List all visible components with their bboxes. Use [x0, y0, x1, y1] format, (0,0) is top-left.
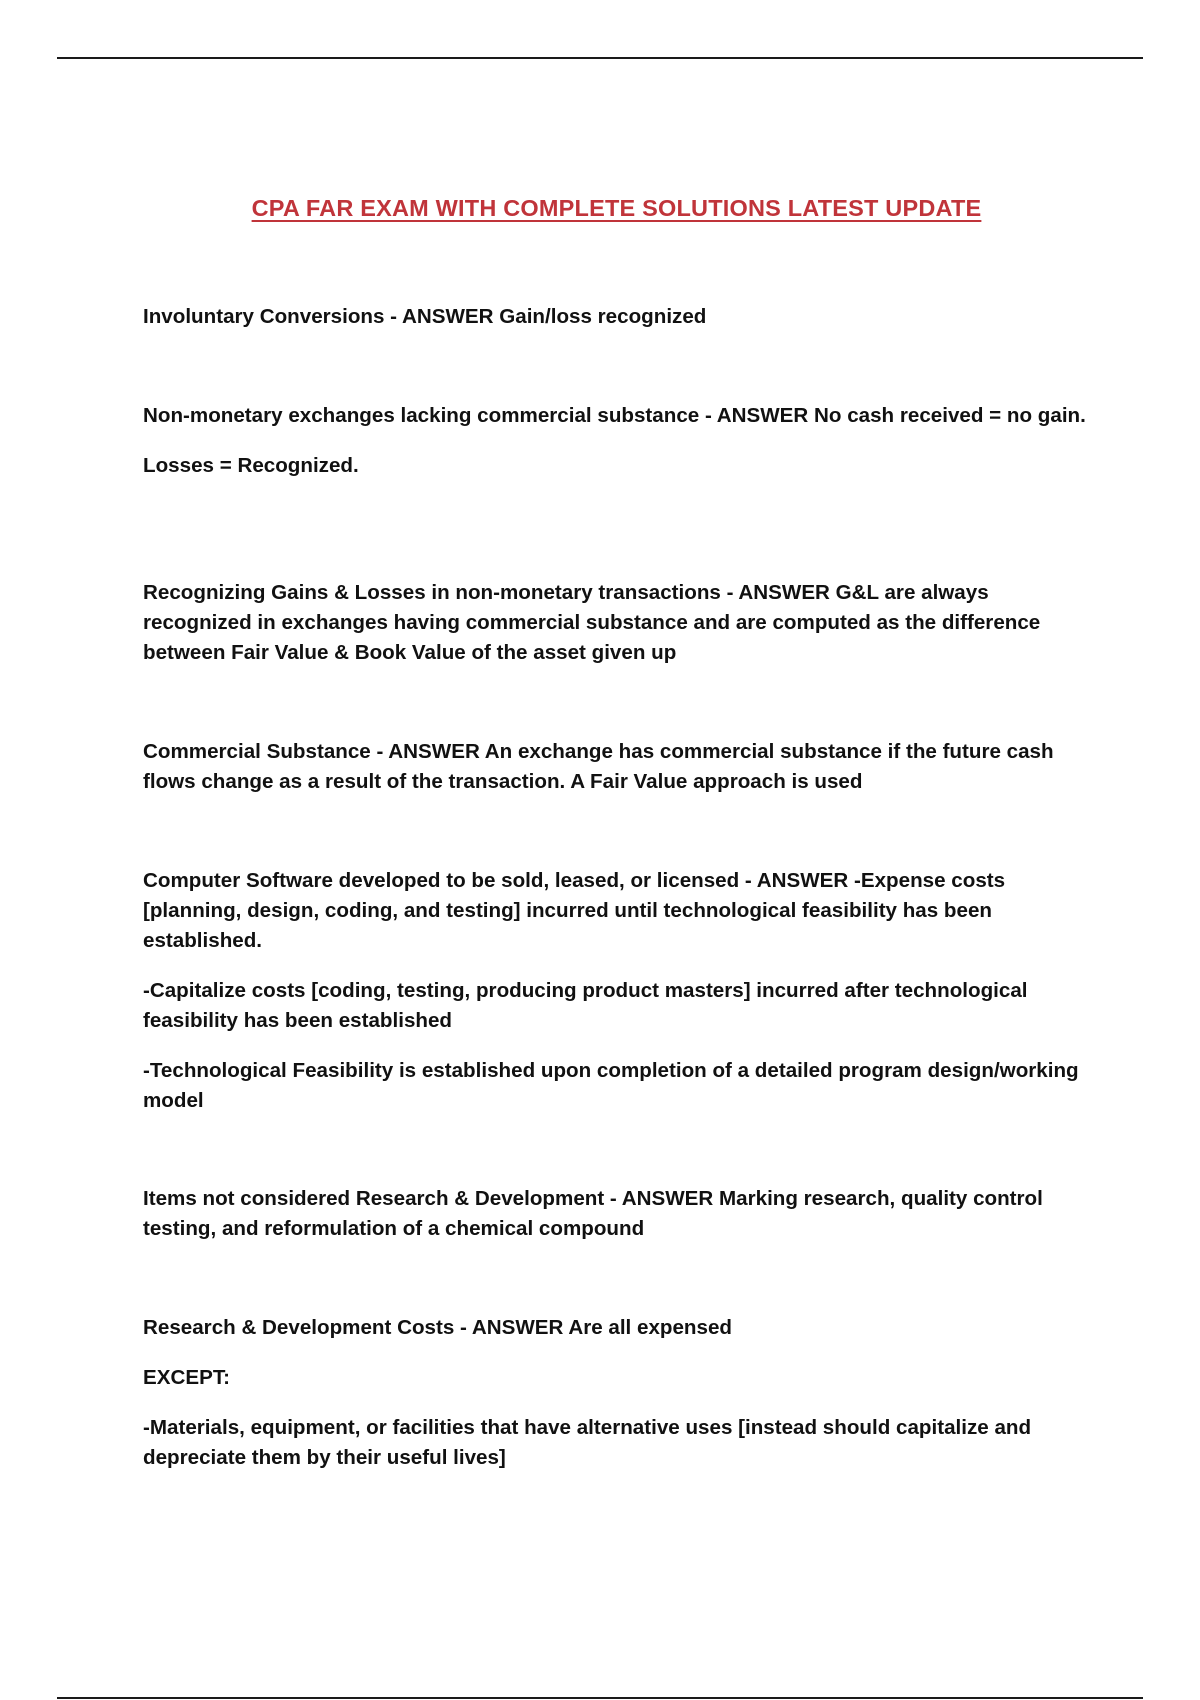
- entry-text: EXCEPT:: [143, 1366, 230, 1389]
- document-title: CPA FAR EXAM WITH COMPLETE SOLUTIONS LATEST UPDATE: [251, 195, 982, 221]
- entry-text: Items not considered Research & Development - ANSWER Marking research, quality control testing, and reformulation of a chemical compound: [143, 1187, 1043, 1240]
- entry-text: Recognizing Gains & Losses in non-monetary transactions - ANSWER G&L are always recognized in exchanges having commercial substance and are computed as the difference between Fair Value & Book Value of the asset given up: [143, 581, 1041, 664]
- entry-text: Non-monetary exchanges lacking commercial substance - ANSWER No cash received = no gain.: [143, 404, 1086, 427]
- qa-entry-computer-software: [143, 866, 1095, 1116]
- entry-text: -Technological Feasibility is established upon completion of a detailed program design/working model: [143, 1059, 1079, 1112]
- qa-entry-involuntary-conversions: [143, 302, 1095, 332]
- qa-entry-rd-costs: [143, 1313, 1095, 1473]
- entry-text: Involuntary Conversions - ANSWER Gain/loss recognized: [143, 305, 707, 328]
- entry-text: -Capitalize costs [coding, testing, producing product masters] incurred after technological feasibility has been established: [143, 979, 1028, 1032]
- qa-entry-items-not-rd: [143, 1184, 1095, 1244]
- entry-text: Commercial Substance - ANSWER An exchange has commercial substance if the future cash flows change as a result of the transaction. A Fair Value approach is used: [143, 740, 1054, 793]
- qa-entry-recognizing-gains-losses: [143, 578, 1095, 668]
- qa-entry-commercial-substance: [143, 737, 1095, 797]
- bottom-rule: [57, 1697, 1143, 1699]
- entry-text: Computer Software developed to be sold, leased, or licensed - ANSWER -Expense costs [planning, design, coding, and testing] incurred until technological feasibility has been established.: [143, 869, 1006, 952]
- entry-text: Research & Development Costs - ANSWER Are all expensed: [143, 1316, 733, 1339]
- entry-text: -Materials, equipment, or facilities that have alternative uses [instead should capitalize and depreciate them by their useful lives]: [143, 1416, 1032, 1469]
- top-rule: [57, 57, 1143, 59]
- qa-entry-non-monetary-exchanges: [143, 401, 1095, 481]
- entry-text: Losses = Recognized.: [143, 454, 359, 477]
